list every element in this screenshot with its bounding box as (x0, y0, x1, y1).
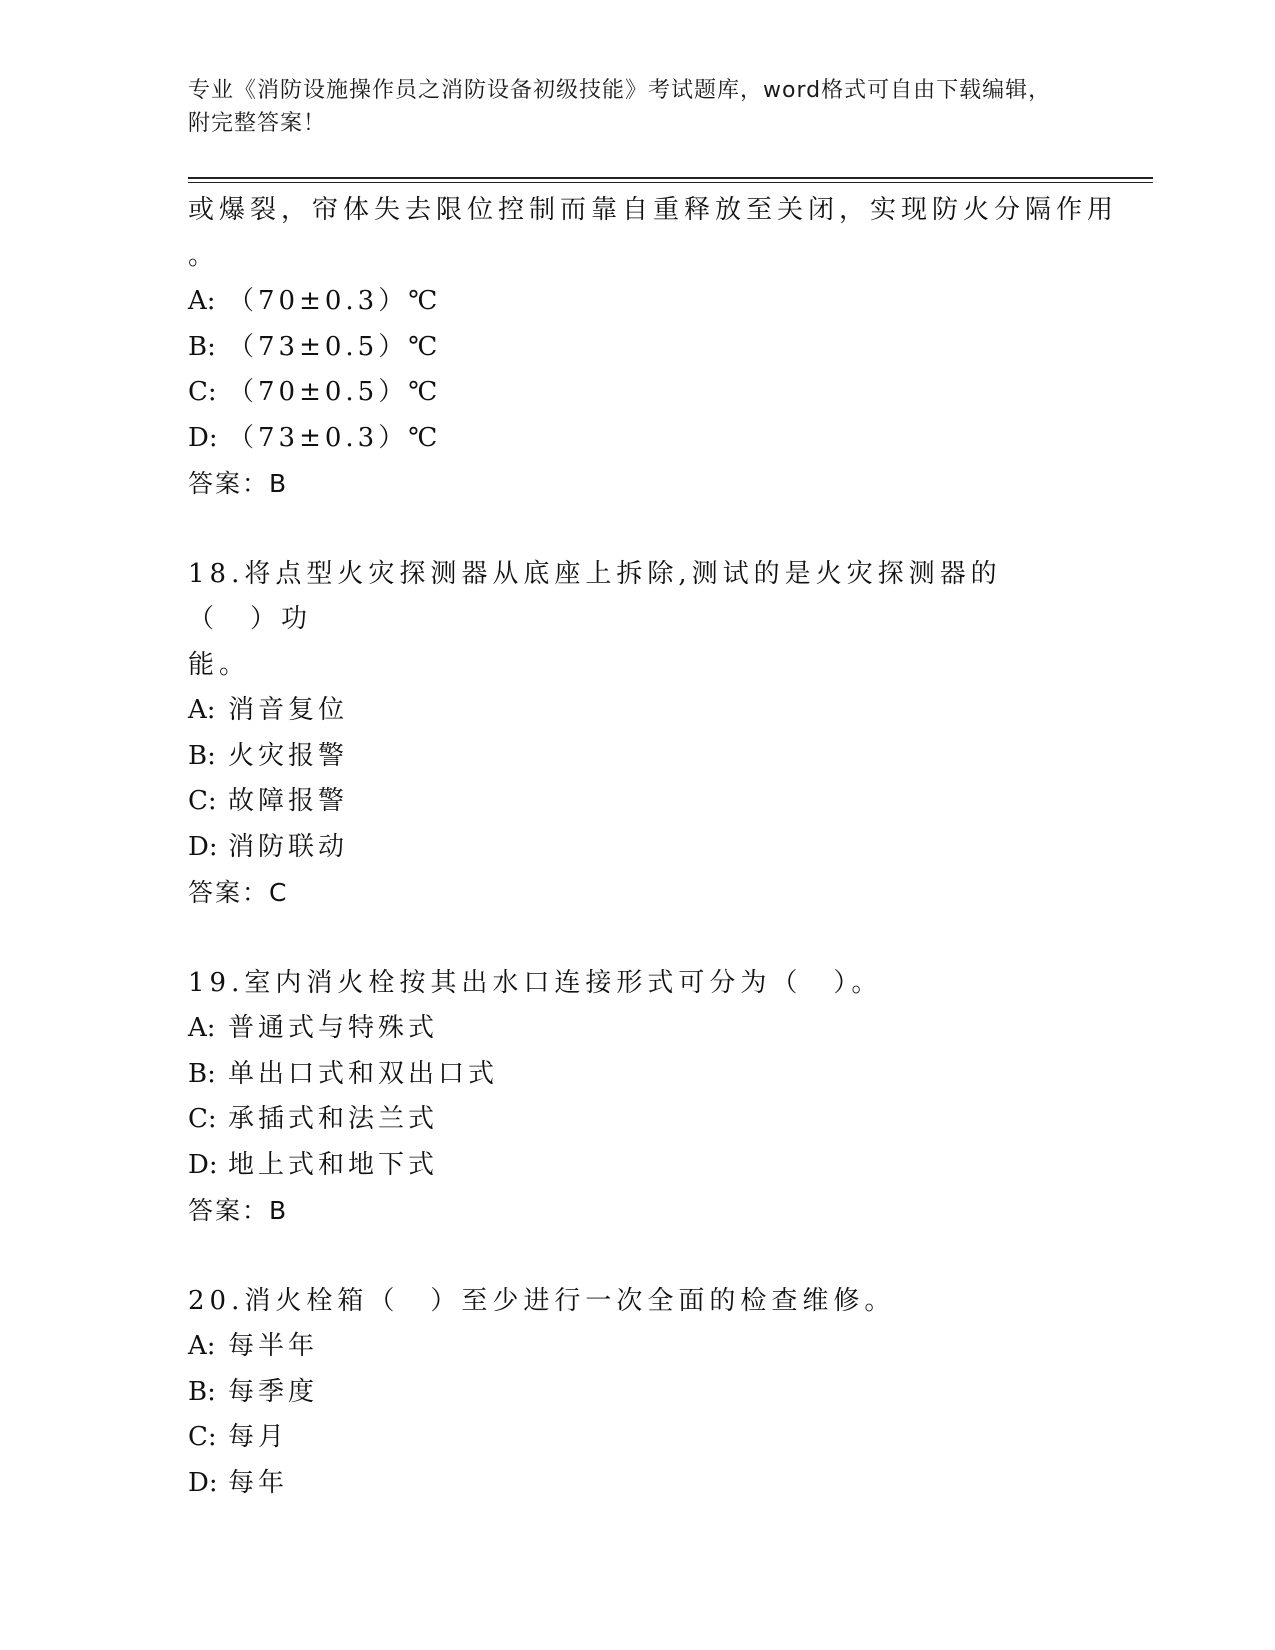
option-c (188, 370, 1068, 416)
option-key: C: (188, 1104, 217, 1134)
header-divider-thin (188, 182, 1153, 183)
option-c (188, 1097, 1068, 1143)
option-d (188, 1461, 1068, 1507)
answer-line: 答案：C (188, 878, 289, 907)
option-key: A: (188, 695, 216, 725)
option-b (188, 325, 1068, 371)
answer-line: 答案：B (188, 469, 289, 498)
answer-line: 答案：B (188, 1196, 289, 1225)
option-text: （70±0.5）℃ (228, 377, 442, 407)
option-key: D: (188, 422, 218, 453)
option-text: 每年 (228, 1467, 289, 1498)
question-spacer (188, 507, 1068, 552)
option-text: 消音复位 (228, 695, 349, 725)
option-key: C: (188, 1422, 217, 1452)
option-d (188, 1143, 1068, 1189)
question-spacer (188, 916, 1068, 961)
option-c (188, 779, 1068, 825)
option-text: 每月 (228, 1422, 289, 1452)
option-key: D: (188, 1149, 218, 1180)
option-b (188, 1370, 1068, 1416)
question-18 (188, 552, 1068, 916)
option-key: C: (188, 377, 217, 407)
option-text: （70±0.3）℃ (228, 286, 442, 316)
option-c (188, 1415, 1068, 1461)
question-list (188, 188, 1119, 1506)
question-spacer (188, 1234, 1068, 1279)
option-text: 承插式和法兰式 (228, 1104, 439, 1134)
option-key: B: (188, 331, 216, 362)
header-divider-thick (188, 177, 1153, 179)
option-b (188, 1052, 1068, 1098)
option-text: （73±0.5）℃ (228, 331, 442, 362)
option-key: B: (188, 1376, 216, 1407)
option-text: 故障报警 (228, 786, 349, 816)
question-19 (188, 961, 1068, 1234)
option-a (188, 279, 1068, 325)
option-a (188, 688, 1068, 734)
question-stem: 18.将点型火灾探测器从底座上拆除,测试的是火灾探测器的（ ）功 (188, 558, 1002, 634)
option-text: 消防联动 (228, 831, 349, 862)
question-stem-continuation-end: 。 (188, 240, 220, 271)
question-17 (188, 188, 1119, 507)
option-text: （73±0.3）℃ (228, 422, 442, 453)
option-key: B: (188, 1058, 216, 1089)
option-text: 单出口式和双出口式 (228, 1058, 499, 1089)
question-stem-wrap: 能。 (188, 649, 251, 680)
question-stem: 20.消火栓箱（ ）至少进行一次全面的检查维修。 (188, 1285, 896, 1316)
option-key: D: (188, 1467, 218, 1498)
option-text: 地上式和地下式 (228, 1149, 439, 1180)
option-text: 火灾报警 (228, 740, 349, 771)
option-key: A: (188, 1331, 216, 1361)
document-header: 专业《消防设施操作员之消防设备初级技能》考试题库，word格式可自由下载编辑，附完整答案！ (188, 78, 1052, 136)
option-a (188, 1006, 1068, 1052)
option-key: A: (188, 286, 216, 316)
question-stem: 19.室内消火栓按其出水口连接形式可分为（ ）。 (188, 967, 883, 998)
question-stem-continuation: 或爆裂，帘体失去限位控制而靠自重释放至关闭，实现防火分隔作用 (188, 195, 1119, 225)
option-key: C: (188, 786, 217, 816)
option-key: A: (188, 1013, 216, 1043)
option-d (188, 825, 1068, 871)
option-d (188, 416, 1068, 462)
question-20 (188, 1279, 1068, 1507)
option-text: 每季度 (228, 1376, 319, 1407)
option-text: 每半年 (228, 1331, 319, 1361)
option-b (188, 734, 1068, 780)
option-a (188, 1324, 1068, 1370)
option-text: 普通式与特殊式 (228, 1013, 439, 1043)
option-key: D: (188, 831, 218, 862)
option-key: B: (188, 740, 216, 771)
